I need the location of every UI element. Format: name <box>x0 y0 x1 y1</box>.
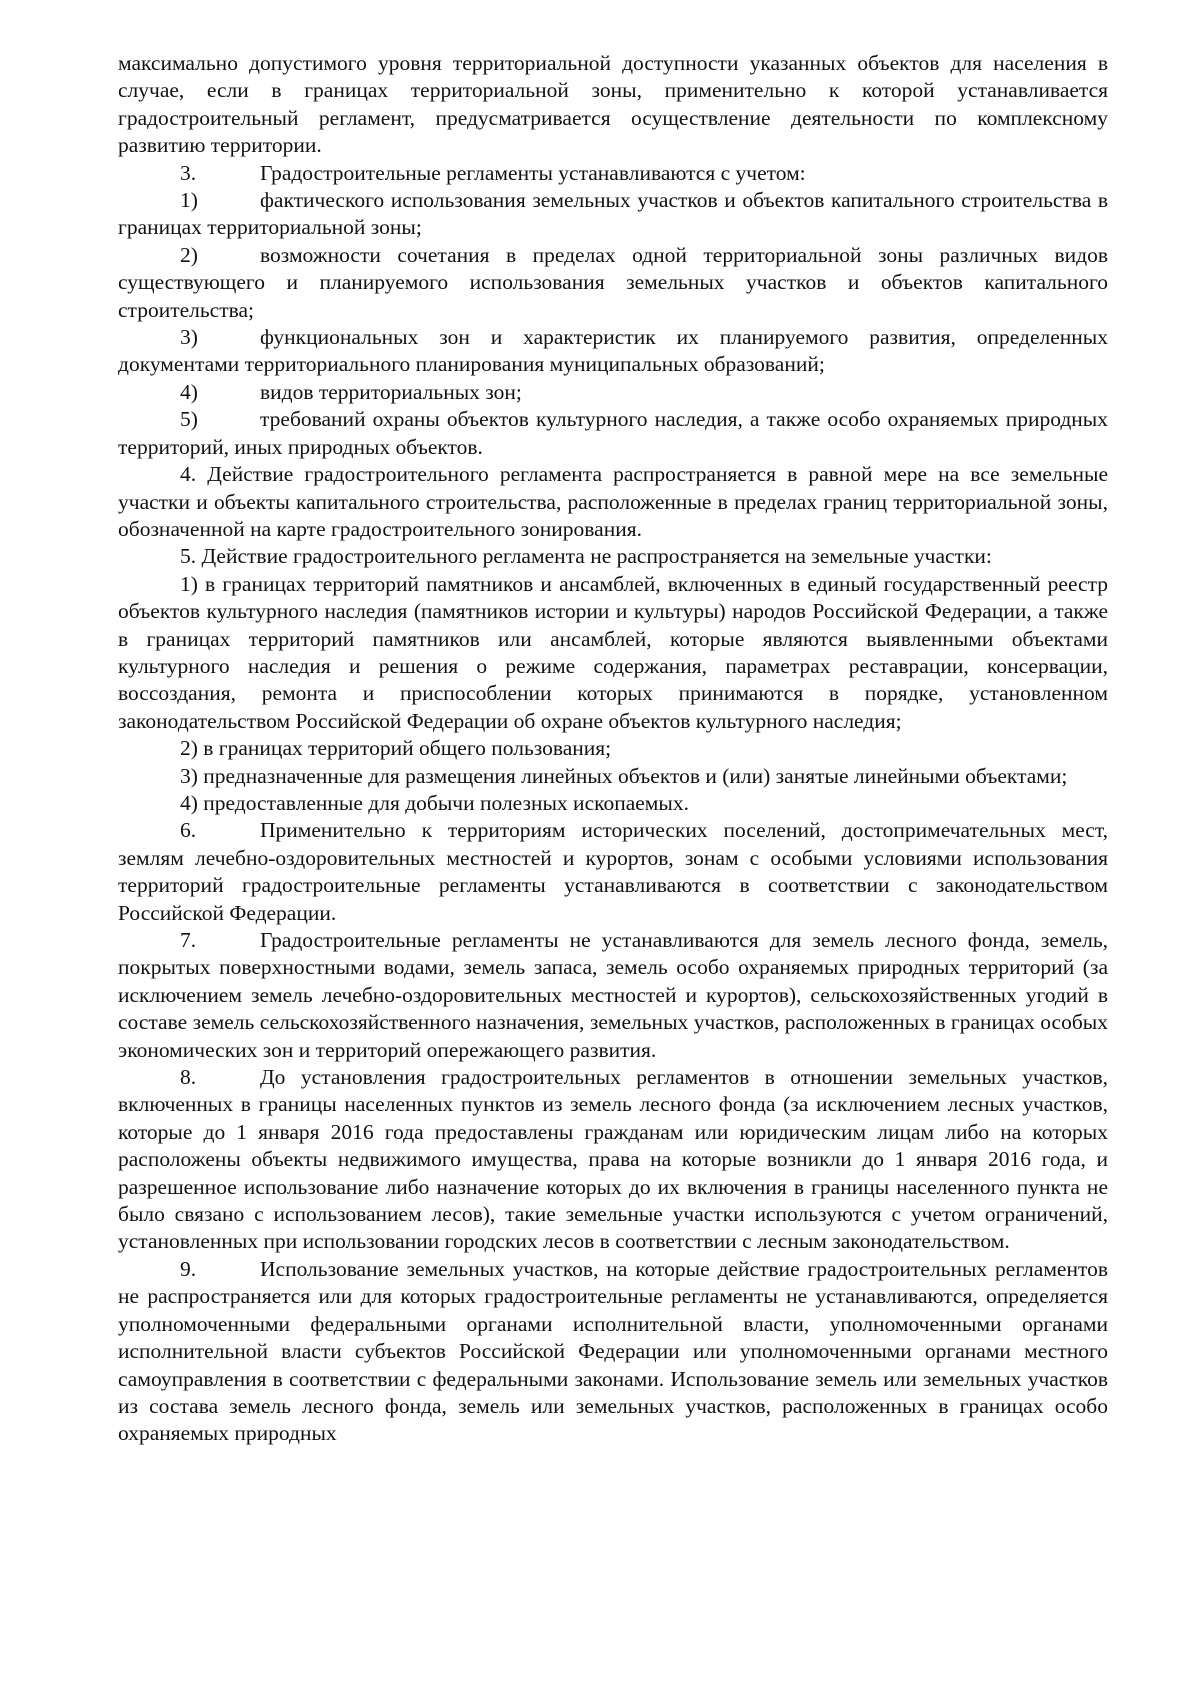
paragraph-number: 3) <box>180 325 198 350</box>
paragraph-continuation <box>118 50 1108 160</box>
paragraph-number: 2) <box>180 242 198 267</box>
paragraph-text: Градостроительные регламенты устанавливаются с учетом: <box>260 160 806 185</box>
paragraph-number: 1) <box>180 188 198 213</box>
paragraph-text: Градостроительные регламенты не устанавливаются для земель лесного фонда, земель, покрытых поверхностными водами, земель запаса, земель особо охраняемых природных территорий (за исключением земель лечебно-оздоровительных местностей и курортов), сельскохозяйственных угодий в составе земель сельскохозяйственного назначения, земельных участков, расположенных в границах особых экономических зон и территорий опережающего развития. <box>118 928 1108 1062</box>
paragraph-number: 5) <box>180 407 198 432</box>
paragraph-text: фактического использования земельных участков и объектов капитального строительства в границах территориальной зоны; <box>118 188 1108 240</box>
paragraph-text: возможности сочетания в пределах одной территориальной зоны различных видов существующего и планируемого использования земельных участков и объектов капитального строительства; <box>118 242 1108 322</box>
paragraph-text: функциональных зон и характеристик их планируемого развития, определенных документами территориального планирования муниципальных образований; <box>118 325 1108 377</box>
paragraph-item-3 <box>118 160 1108 187</box>
paragraph-number: 7. <box>180 928 197 952</box>
paragraph-text: 2) в границах территорий общего пользования; <box>180 736 612 761</box>
paragraph-number: 3. <box>180 160 197 185</box>
paragraph-item-7 <box>118 927 1108 1064</box>
paragraph-item-5-3 <box>118 763 1108 790</box>
paragraph-text: До установления градостроительных регламентов в отношении земельных участков, включенных в границы населенных пунктов из земель лесного фонда (за исключением лесных участков, которые до 1 января 2016 года предоставлены гражданам или юридическим лицам либо на которых расположены объекты недвижимого имущества, права на которые возникли до 1 января 2016 года, и разрешенное использование либо назначение которых до их включения в границы населенного пункта не было связано с использованием лесов), такие земельные участки используются с учетом ограничений, установленных при использовании городских лесов в соответствии с лесным законодательством. <box>118 1065 1108 1254</box>
paragraph-subitem-3 <box>118 324 1108 379</box>
paragraph-item-5 <box>118 543 1108 570</box>
paragraph-subitem-1 <box>118 187 1108 242</box>
paragraph-text: 5. Действие градостроительного регламента не распространяется на земельные участки: <box>180 544 992 569</box>
document-page <box>118 50 1108 1448</box>
paragraph-item-9 <box>118 1256 1108 1448</box>
paragraph-item-4 <box>118 461 1108 543</box>
paragraph-text: 4. Действие градостроительного регламента распространяется в равной мере на все земельные участки и объекты капитального строительства, расположенные в пределах границ территориальной зоны, обозначенной на карте градостроительного зонирования. <box>118 462 1108 541</box>
paragraph-subitem-2 <box>118 242 1108 324</box>
paragraph-item-8 <box>118 1064 1108 1256</box>
paragraph-number: 8. <box>180 1065 197 1090</box>
paragraph-item-6 <box>118 817 1108 927</box>
paragraph-text: Применительно к территориям исторических поселений, достопримечательных мест, землям лечебно-оздоровительных местностей и курортов, зонам с особыми условиями использования территорий градостроительные регламенты устанавливаются в соответствии с законодательством Российской Федерации. <box>118 818 1108 925</box>
paragraph-item-5-2 <box>118 735 1108 762</box>
paragraph-subitem-4 <box>118 379 1108 406</box>
paragraph-number: 6. <box>180 818 197 843</box>
paragraph-text: 4) предоставленные для добычи полезных ископаемых. <box>180 790 689 815</box>
paragraph-text: максимально допустимого уровня территориальной доступности указанных объектов для населения в случае, если в границах территориальной зоны, применительно к которой устанавливается градостроительный регламент, предусматривается осуществление деятельности по комплексному развитию территории. <box>118 51 1108 158</box>
paragraph-text: видов территориальных зон; <box>260 379 522 404</box>
paragraph-text: 3) предназначенные для размещения линейных объектов и (или) занятые линейными объектами; <box>180 763 1068 788</box>
paragraph-number: 4) <box>180 379 198 404</box>
paragraph-item-5-4 <box>118 790 1108 817</box>
paragraph-text: 1) в границах территорий памятников и ансамблей, включенных в единый государственный реестр объектов культурного наследия (памятников истории и культуры) народов Российской Федерации, а также в границах территорий памятников или ансамблей, которые являются выявленными объектами культурного наследия и решения о режиме содержания, параметрах реставрации, консервации, воссоздания, ремонта и приспособлении которых принимаются в порядке, установленном законодательством Российской Федерации об охране объектов культурного наследия; <box>118 571 1108 733</box>
paragraph-text: Использование земельных участков, на которые действие градостроительных регламентов не распространяется или для которых градостроительные регламенты не устанавливаются, определяется уполномоченными федеральными органами исполнительной власти, уполномоченными органами исполнительной власти субъектов Российской Федерации или уполномоченными органами местного самоуправления в соответствии с федеральными законами. Использование земель или земельных участков из состава земель лесного фонда, земель или земельных участков, расположенных в границах особо охраняемых природных <box>118 1256 1108 1446</box>
paragraph-item-5-1 <box>118 571 1108 735</box>
paragraph-text: требований охраны объектов культурного наследия, а также особо охраняемых природных территорий, иных природных объектов. <box>118 407 1108 459</box>
paragraph-subitem-5 <box>118 406 1108 461</box>
paragraph-number: 9. <box>180 1256 197 1281</box>
